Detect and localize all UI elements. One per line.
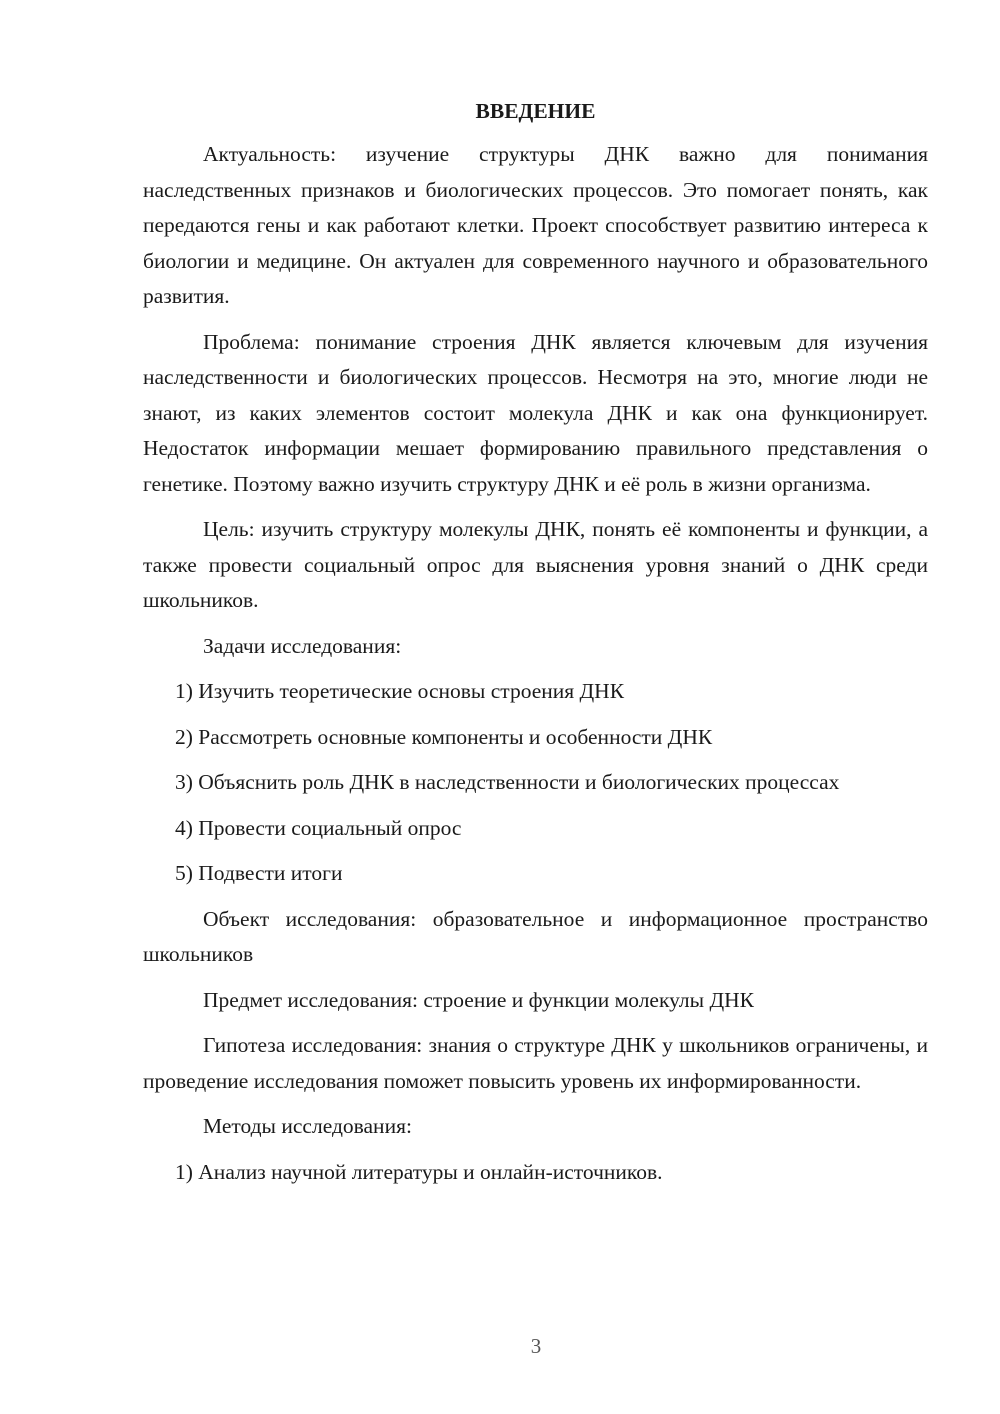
page-content: [143, 93, 928, 1200]
page-number: 3: [530, 1334, 542, 1358]
task-item-3: 3) Объяснить роль ДНК в наследственности и биологических процессах: [175, 770, 840, 794]
methods-heading: Методы исследования:: [203, 1114, 412, 1138]
task-item-2: 2) Рассмотреть основные компоненты и особенности ДНК: [175, 724, 713, 749]
tasks-heading: Задачи исследования:: [203, 633, 402, 658]
paragraph-problem: Проблема: понимание строения ДНК является ключевым для изучения наследственности и биологических процессов. Несмотря на это, многие люди не знают, из каких элементов состоит молекула ДНК и как она функционирует. Недостаток информации мешает формированию правильного представления о генетике. Поэтому важно изучить структуру ДНК и её роль в жизни организма.: [143, 329, 928, 496]
section-title: ВВЕДЕНИЕ: [475, 99, 596, 123]
task-item-5: 5) Подвести итоги: [175, 861, 343, 885]
task-item-1: 1) Изучить теоретические основы строения ДНК: [175, 679, 625, 703]
paragraph-hypothesis: Гипотеза исследования: знания о структуре ДНК у школьников ограничены, и проведение исследования поможет повысить уровень их информированности.: [143, 1033, 928, 1093]
paragraph-goal: Цель: изучить структуру молекулы ДНК, понять её компоненты и функции, а также провести социальный опрос для выяснения уровня знаний о ДНК среди школьников.: [143, 517, 928, 612]
paragraph-relevance: Актуальность: изучение структуры ДНК важно для понимания наследственных признаков и биологических процессов. Это помогает понять, как передаются гены и как работают клетки. Проект способствует развитию интереса к биологии и медицине. Он актуален для современного научного и образовательного развития.: [143, 142, 928, 308]
paragraph-subject: Предмет исследования: строение и функции молекулы ДНК: [203, 987, 755, 1012]
task-item-4: 4) Провести социальный опрос: [175, 815, 462, 840]
paragraph-object: Объект исследования: образовательное и информационное пространство школьников: [143, 906, 928, 966]
method-item-1: 1) Анализ научной литературы и онлайн-источников.: [175, 1159, 663, 1184]
